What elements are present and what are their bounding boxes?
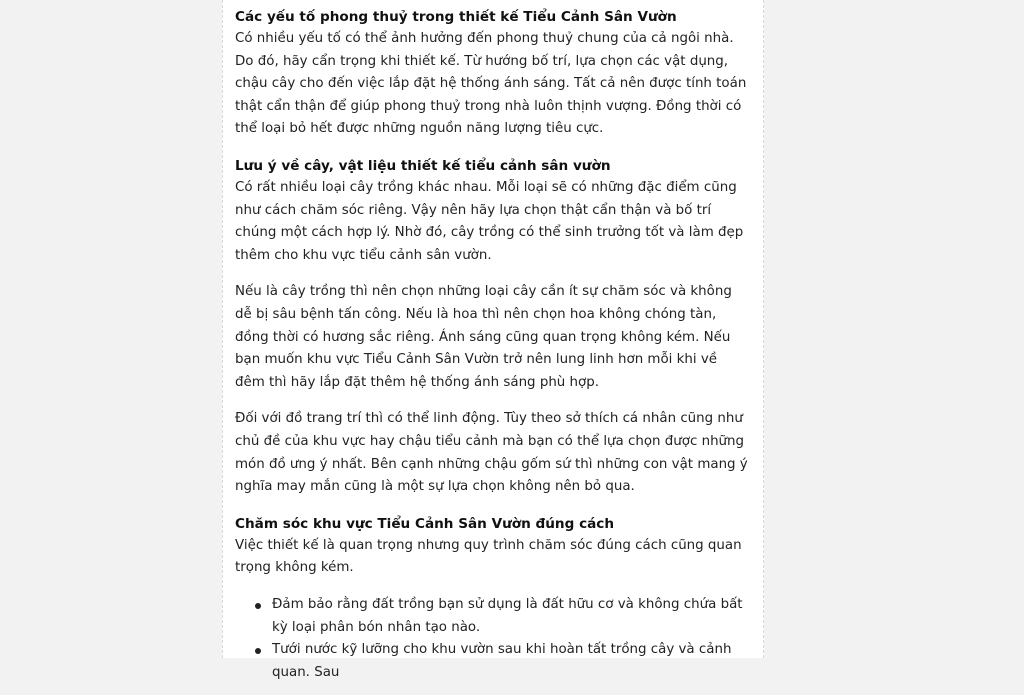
section-heading: Chăm sóc khu vực Tiểu Cảnh Sân Vườn đúng cách	[235, 515, 615, 532]
section-heading: Các yếu tố phong thuỷ trong thiết kế Tiểu Cảnh Sân Vườn	[235, 9, 677, 25]
paragraph: Đối với đồ trang trí thì có thể linh động. Tùy theo sở thích cá nhân cũng như chủ đề của khu vực hay chậu tiểu cảnh mà bạn có thể lựa chọn được những món đồ ưng ý nhất. Bên cạnh những chậu gốm sứ thì những con vật mang ý nghĩa may mắn cũng là một sự lựa chọn không nên bỏ qua.	[235, 411, 748, 495]
paragraph: Có nhiều yếu tố có thể ảnh hưởng đến phong thuỷ chung của cả ngôi nhà. Do đó, hãy cẩn trọng khi thiết kế. Từ hướng bố trí, lựa chọn các vật dụng, chậu cây cho đến việc lắp đặt hệ thống ánh sáng. Tất cả nên được tính toán thật cẩn thận để giúp phong thuỷ trong nhà luôn thịnh vượng. Đồng thời có thể loại bỏ hết được những nguồn năng lượng tiêu cực.	[235, 31, 747, 137]
list-item: Đảm bảo rằng đất trồng bạn sử dụng là đất hữu cơ và không chứa bất kỳ loại phân bón nhân tạo nào.	[272, 594, 751, 640]
article-page	[222, 0, 764, 681]
article-content	[235, 6, 751, 695]
section-feng-shui	[235, 6, 751, 141]
care-tips-list	[235, 594, 751, 685]
section-plants-materials	[235, 155, 751, 499]
list-item: Tưới nước kỹ lưỡng cho khu vườn sau khi hoàn tất trồng cây và cảnh quan. Sau	[272, 639, 751, 685]
section-heading: Lưu ý về cây, vật liệu thiết kế tiểu cảnh sân vườn	[235, 157, 611, 174]
section-care	[235, 513, 751, 685]
paragraph: Việc thiết kế là quan trọng nhưng quy trình chăm sóc đúng cách cũng quan trọng không kém.	[235, 537, 742, 576]
paragraph: Có rất nhiều loại cây trồng khác nhau. Mỗi loại sẽ có những đặc điểm cũng như cách chăm sóc riêng. Vậy nên hãy lựa chọn thật cẩn thận và bố trí chúng một cách hợp lý. Nhờ đó, cây trồng có thể sinh trưởng tốt và làm đẹp thêm cho khu vực tiểu cảnh sân vườn.	[235, 179, 744, 263]
paragraph: Nếu là cây trồng thì nên chọn những loại cây cần ít sự chăm sóc và không dễ bị sâu bệnh tấn công. Nếu là hoa thì nên chọn hoa không chóng tàn, đồng thời có hương sắc riêng. Ánh sáng cũng quan trọng không kém. Nếu bạn muốn khu vực Tiểu Cảnh Sân Vườn trở nên lung linh hơn mỗi khi về đêm thì hãy lắp đặt thêm hệ thống ánh sáng phù hợp.	[235, 284, 732, 390]
